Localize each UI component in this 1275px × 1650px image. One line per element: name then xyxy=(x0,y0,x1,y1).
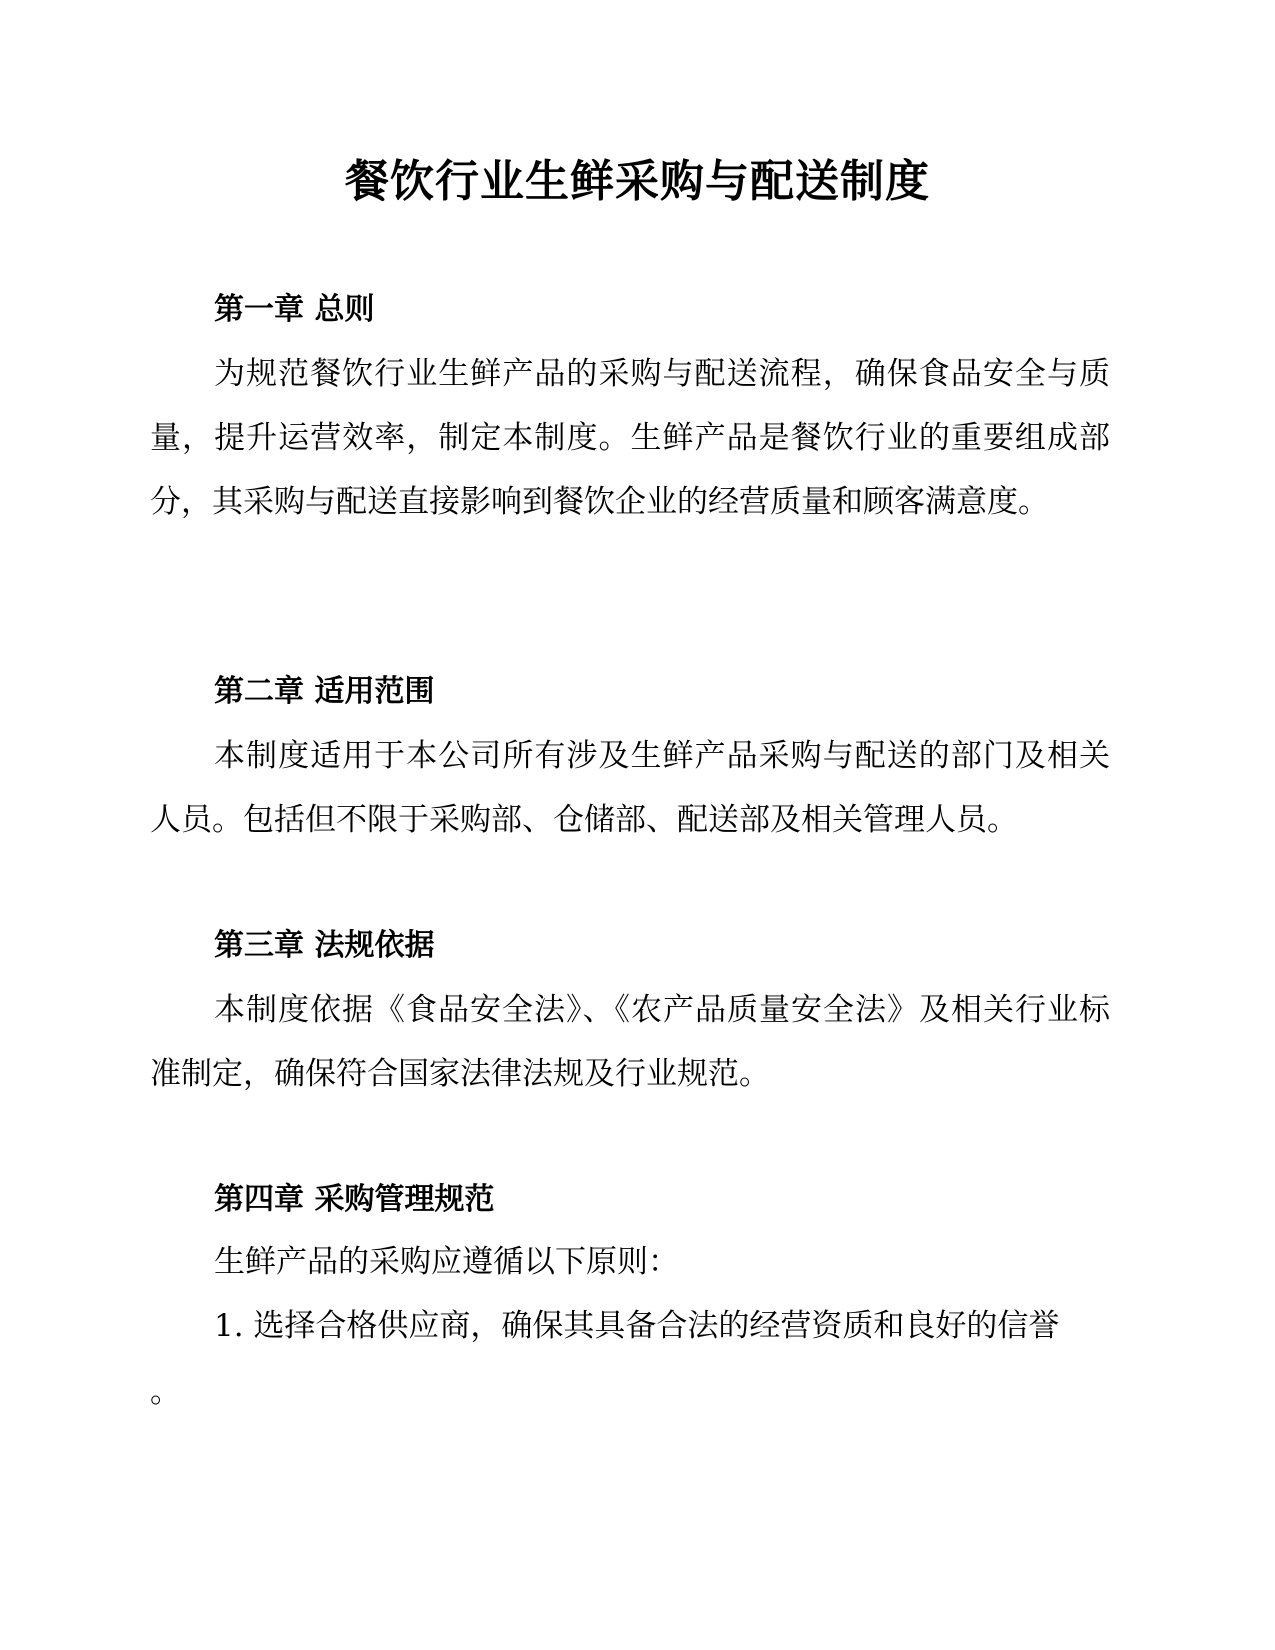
chapter-3-paragraph: 本制度依据《食品安全法》、《农产品质量安全法》及相关行业标准制定，确保符合国家法律法规及行业规范。 xyxy=(150,992,1110,1092)
chapter-4-trailing-period: 。 xyxy=(150,1374,181,1410)
chapter-1-paragraph: 为规范餐饮行业生鲜产品的采购与配送流程，确保食品安全与质量，提升运营效率，制定本制度。生鲜产品是餐饮行业的重要组成部分，其采购与配送直接影响到餐饮企业的经营质量和顾客满意度。 xyxy=(150,356,1110,520)
chapter-4-heading: 第四章 采购管理规范 xyxy=(214,1182,495,1217)
document-title: 餐饮行业生鲜采购与配送制度 xyxy=(345,156,930,207)
chapter-3-heading: 第三章 法规依据 xyxy=(214,928,435,963)
chapter-2-paragraph: 本制度适用于本公司所有涉及生鲜产品采购与配送的部门及相关人员。包括但不限于采购部、仓储部、配送部及相关管理人员。 xyxy=(150,738,1110,838)
chapter-1-heading: 第一章 总则 xyxy=(214,292,375,327)
chapter-4-paragraph-intro: 生鲜产品的采购应遵循以下原则： xyxy=(214,1244,679,1280)
chapter-4-list-item-1: 1. 选择合格供应商，确保其具备合法的经营资质和良好的信誉 xyxy=(214,1308,1060,1344)
chapter-2-heading: 第二章 适用范围 xyxy=(214,674,435,709)
